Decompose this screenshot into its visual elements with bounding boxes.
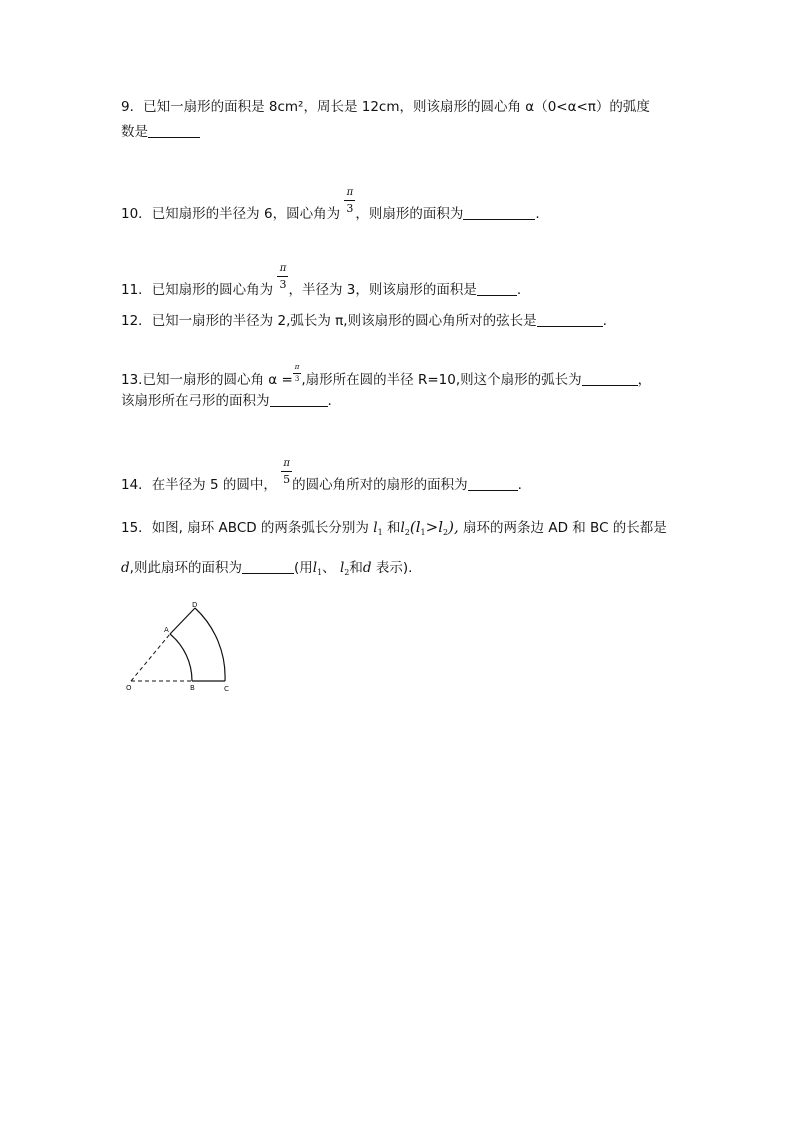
q15-legend-l1: $l_1$ [312,560,323,577]
q15-d: d [121,560,130,576]
q15-legend-l2: $l_2$ [339,560,350,577]
question-12 [121,311,607,331]
q15-and-1: 和 [386,520,401,536]
q15-number: 15． [121,520,152,536]
q9-answer-blank [148,123,200,138]
q11-text-b: ，半径为 3，则该扇形的面积是 [288,282,477,298]
label-a: A [164,626,169,634]
q10-fraction-pi-over-3: $\frac{\pi}{3}$ [346,187,354,215]
q13-text-a: 已知一扇形的圆心角 α = [142,372,293,388]
q11-number: 11． [121,282,152,298]
sector-ring-figure [118,600,238,700]
label-c: C [224,685,229,693]
question-15-line2 [121,558,412,583]
q9-number: 9． [121,99,144,115]
q13-period: . [327,393,332,409]
question-15 [121,517,667,543]
q11-text-a: 已知扇形的圆心角为 [151,282,274,298]
q14-period: . [517,477,522,493]
q15-text-b: 扇环的两条边 AD 和 BC 的长都是 [463,520,667,536]
question-13 [121,364,651,390]
q9-text-line2: 数是 [121,124,148,140]
question-9 [121,97,650,117]
q12-period: . [602,313,607,329]
q11-answer-blank [477,281,517,296]
q15-and-2: 和 [349,560,363,576]
q12-text: 已知一扇形的半径为 2,弧长为 π,则该扇形的圆心角所对的弦长是 [151,313,537,329]
q10-text-a: 已知扇形的半径为 6，圆心角为 [151,206,341,222]
inner-arc-ab [170,634,192,681]
label-b: B [190,684,195,692]
side-ad [170,608,195,634]
q15-text-c: ,则此扇环的面积为 [129,560,242,576]
q14-text-b: 的圆心角所对的扇形的面积为 [292,477,468,493]
q15-legend-d: d [362,560,372,576]
q11-period: . [516,282,522,298]
q13-text-c: 该扇形所在弓形的面积为 [121,393,270,409]
q12-number: 12． [121,313,152,329]
q13-arc-length-blank [582,371,638,386]
question-10 [121,188,540,224]
question-13-line2 [121,391,332,411]
q12-answer-blank [537,312,603,327]
label-d: D [192,601,198,609]
q15-text-e: 表示). [375,560,413,576]
q14-number: 14． [121,477,152,493]
question-11 [121,264,521,300]
q14-text-a: 在半径为 5 的圆中， [151,477,277,493]
q10-number: 10． [121,206,152,222]
q15-condition-l1-gt-l2: $(l_1>l_2)$, [409,518,459,537]
label-o: O [126,684,132,692]
q15-text-a: 如图, 扇环 ABCD 的两条弧长分别为 [151,520,369,536]
q15-l2: $l_2$ [400,520,410,537]
question-9-line2 [121,122,200,142]
q13-text-b: ,扇形所在圆的半径 R=10,则这个扇形的弧长为 [301,372,582,388]
q13-number: 13. [121,372,143,388]
outer-arc-dc [195,608,225,681]
q13-fraction-pi-over-3: $\frac{\pi}{3}$ [294,363,300,383]
q9-text-line1: 已知一扇形的面积是 8cm²，周长是 12cm，则该扇形的圆心角 α（0<α<π）的弧度 [143,99,650,115]
q15-answer-blank [242,559,294,574]
q14-fraction-pi-over-5: $\frac{\pi}{5}$ [283,458,291,486]
q14-answer-blank [468,476,518,491]
q15-sep: 、 [322,560,336,576]
q13-segment-area-blank [270,392,328,407]
q10-period: . [535,206,540,222]
question-14 [121,459,522,495]
q10-answer-blank [463,205,535,220]
q15-text-d: (用 [293,560,313,576]
q11-fraction-pi-over-3: $\frac{\pi}{3}$ [279,263,287,291]
q10-text-b: ，则扇形的面积为 [355,206,464,222]
q13-comma: ， [637,372,652,388]
q15-l1: $l_1$ [373,520,383,537]
dashed-radius-oa [131,634,170,681]
